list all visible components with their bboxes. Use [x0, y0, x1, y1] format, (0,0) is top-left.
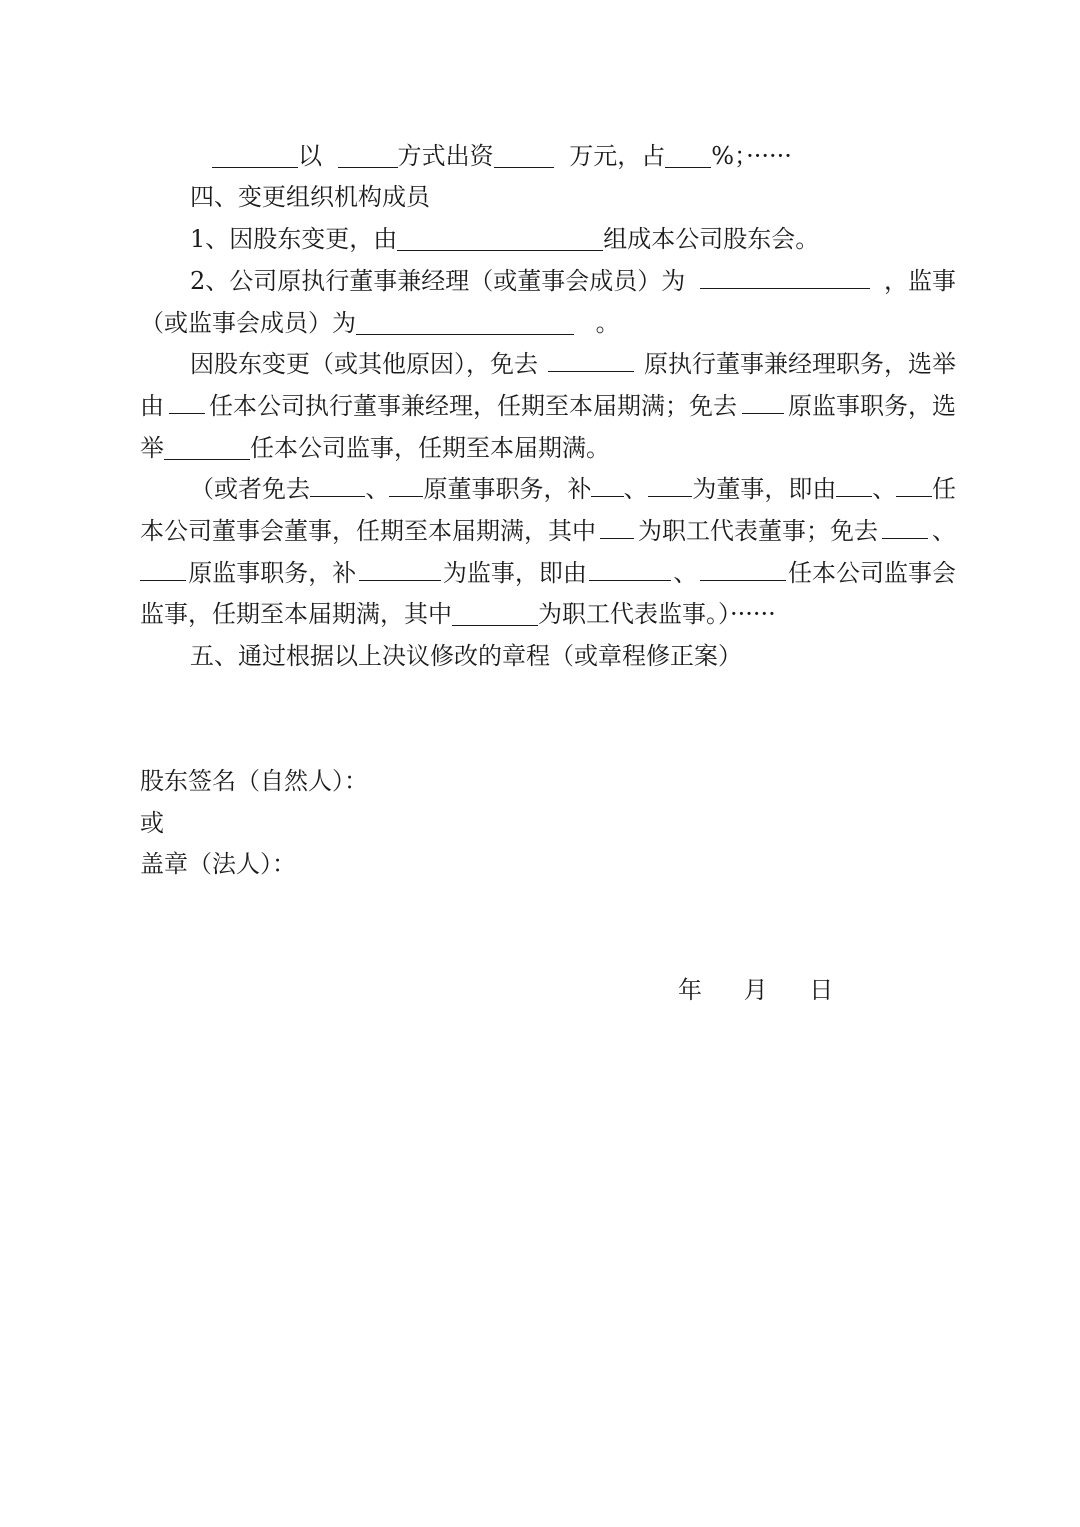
blank-field[interactable] [389, 474, 423, 497]
election-line [140, 391, 956, 421]
text: %；······ [711, 142, 792, 170]
blank-field[interactable] [700, 266, 870, 289]
text: 为监事，即由 [442, 559, 587, 587]
date-year-label: 年 [678, 976, 702, 1004]
blank-field[interactable] [600, 516, 634, 539]
section-heading-4: 四、变更组织机构成员 [190, 183, 430, 211]
original-supervisors-line [140, 308, 620, 338]
text: 为职工代表董事；免去 [638, 517, 878, 545]
text: 2、公司原执行董事兼经理（或董事会成员）为 [190, 267, 686, 295]
blank-field[interactable] [397, 228, 603, 251]
text: （或监事会成员）为 [140, 309, 356, 337]
blank-field[interactable] [359, 558, 441, 581]
text: 、 [623, 475, 648, 503]
employee-director-line [140, 516, 956, 546]
text: 以 [298, 142, 322, 170]
text: 、 [365, 475, 390, 503]
text: 监事，任期至本届期满，其中 [140, 600, 452, 628]
blank-field[interactable] [310, 474, 365, 497]
text: 任本公司执行董事兼经理，任期至本届期满；免去 [209, 392, 737, 420]
text: 原监事职务，补 [188, 559, 357, 587]
date-line [678, 975, 833, 1005]
signature-or-label: 或 [140, 809, 164, 837]
blank-field[interactable] [140, 558, 186, 581]
text: 、 [872, 475, 897, 503]
text: 原执行董事兼经理职务，选举 [644, 350, 956, 378]
blank-field[interactable] [589, 558, 671, 581]
blank-field[interactable] [212, 145, 298, 168]
text: 1、因股东变更，由 [190, 225, 398, 253]
seal-legal-person-label: 盖章（法人）： [140, 850, 296, 878]
section-heading-5: 五、通过根据以上决议修改的章程（或章程修正案） [190, 642, 742, 670]
original-directors-line [140, 266, 956, 296]
text: 万元，占 [569, 142, 666, 170]
text: 为职工代表监事。）······ [538, 600, 776, 628]
text: 、 [932, 517, 956, 545]
text: （或者免去 [190, 475, 310, 503]
blank-field[interactable] [338, 145, 398, 168]
blank-field[interactable] [548, 349, 634, 372]
text: 原监事职务，选 [788, 392, 956, 420]
blank-field[interactable] [591, 474, 623, 497]
blank-field[interactable] [882, 516, 928, 539]
supervisor-replacement-line [140, 558, 956, 588]
text: 方式出资 [397, 142, 494, 170]
removal-line [140, 349, 956, 379]
blank-field[interactable] [836, 474, 872, 497]
text: 组成本公司股东会。 [603, 225, 820, 253]
blank-field[interactable] [700, 558, 786, 581]
blank-field[interactable] [494, 145, 554, 168]
blank-field[interactable] [356, 312, 574, 335]
text: 原董事职务，补 [423, 475, 592, 503]
text: ，监事 [884, 267, 956, 295]
blank-field[interactable] [164, 437, 250, 460]
text: 任 [932, 475, 956, 503]
text: 本公司董事会董事，任期至本届期满，其中 [140, 517, 596, 545]
text: 由 [140, 392, 164, 420]
signature-natural-person-label: 股东签名（自然人）： [140, 767, 368, 795]
employee-supervisor-line [140, 599, 776, 629]
text: 。 [595, 309, 620, 337]
blank-field[interactable] [665, 145, 711, 168]
text: 任本公司监事，任期至本届期满。 [250, 434, 610, 462]
blank-field[interactable] [896, 474, 932, 497]
text: 因股东变更（或其他原因），免去 [190, 350, 538, 378]
text: 举 [140, 434, 164, 462]
text: 为董事，即由 [692, 475, 837, 503]
text: 任本公司监事会 [787, 559, 956, 587]
blank-field[interactable] [169, 391, 205, 414]
capital-contribution-line [212, 141, 792, 171]
supervisor-election-line [140, 433, 610, 463]
blank-field[interactable] [452, 603, 538, 626]
blank-field[interactable] [742, 391, 784, 414]
date-day-label: 日 [809, 976, 834, 1004]
board-replacement-line [140, 474, 956, 504]
date-month-label: 月 [743, 976, 768, 1004]
shareholder-meeting-line [190, 224, 819, 254]
blank-field[interactable] [648, 474, 693, 497]
text: 、 [673, 559, 698, 587]
